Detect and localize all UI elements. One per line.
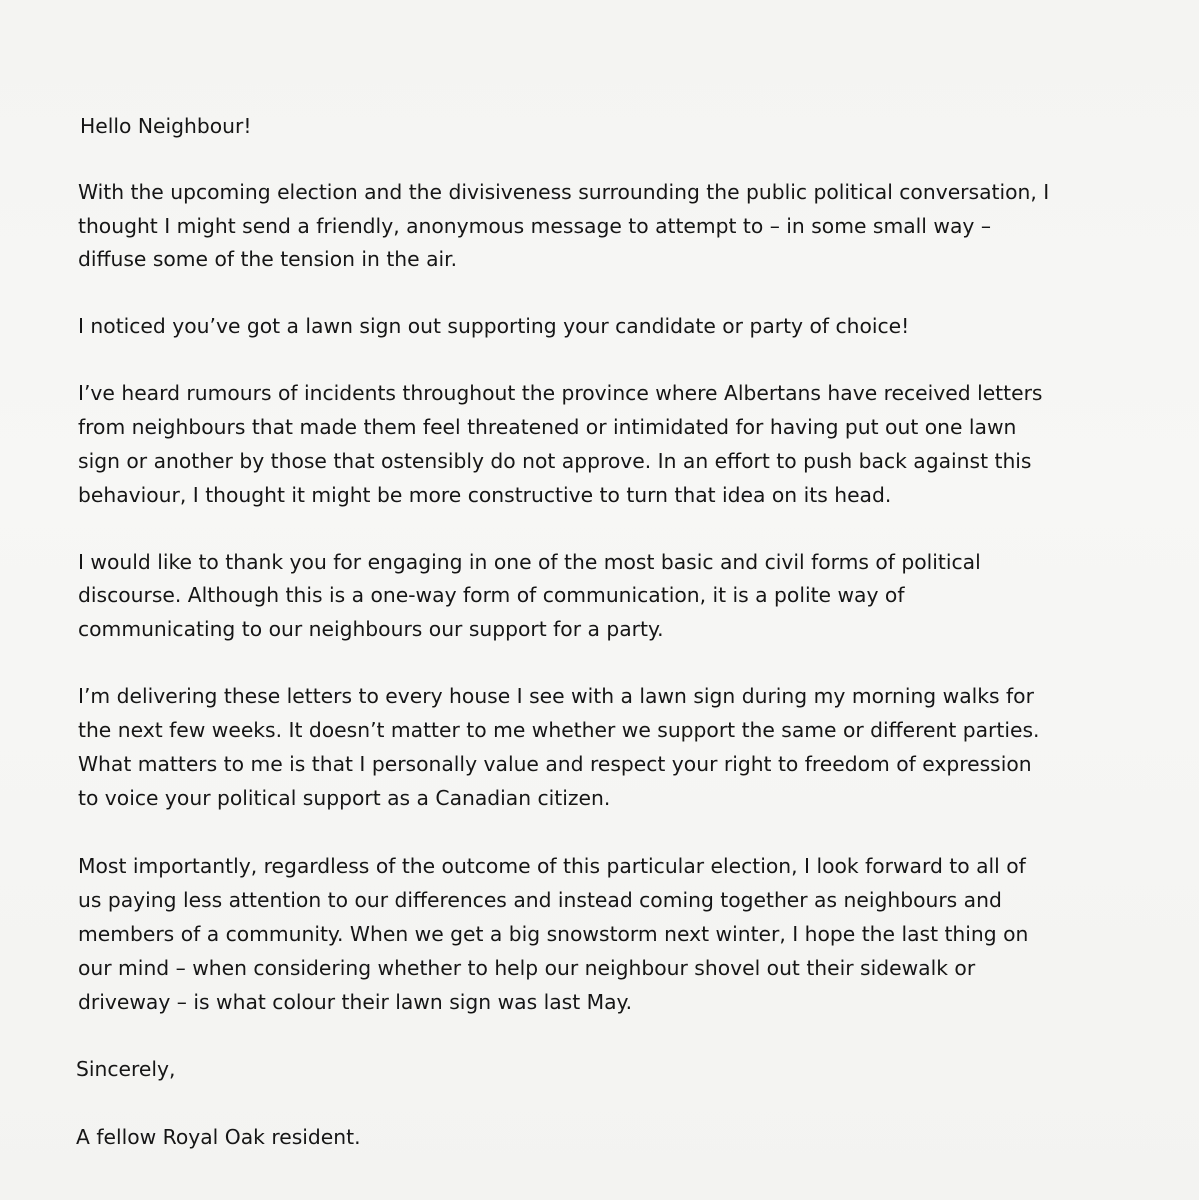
paragraph-5-line-4: to voice your political support as a Canadian citizen. — [78, 786, 611, 810]
paragraph-6-line-4: our mind – when considering whether to help our neighbour shovel out their sidewalk or — [78, 956, 976, 980]
paragraph-4-line-1: I would like to thank you for engaging in one of the most basic and civil forms of political — [78, 550, 981, 574]
closing: Sincerely, — [76, 1057, 176, 1081]
signature: A fellow Royal Oak resident. — [76, 1125, 361, 1149]
paragraph-3-line-4: behaviour, I thought it might be more constructive to turn that idea on its head. — [78, 483, 892, 507]
paragraph-3-line-3: sign or another by those that ostensibly do not approve. In an effort to push back against this — [78, 449, 1032, 473]
paragraph-3-line-2: from neighbours that made them feel threatened or intimidated for having put out one lawn — [78, 415, 1017, 439]
paragraph-4-line-2: discourse. Although this is a one-way form of communication, it is a polite way of — [78, 583, 905, 607]
paragraph-6-line-3: members of a community. When we get a big snowstorm next winter, I hope the last thing on — [78, 922, 1029, 946]
paragraph-5-line-3: What matters to me is that I personally value and respect your right to freedom of expression — [78, 752, 1032, 776]
greeting: Hello Neighbour! — [80, 114, 252, 138]
paragraph-5-line-1: I’m delivering these letters to every house I see with a lawn sign during my morning walks for — [78, 684, 1034, 708]
paragraph-6-line-1: Most importantly, regardless of the outcome of this particular election, I look forward to all of — [78, 854, 1026, 878]
paragraph-6-line-5: driveway – is what colour their lawn sign was last May. — [78, 990, 633, 1014]
paragraph-1-line-2: thought I might send a friendly, anonymous message to attempt to – in some small way – — [78, 214, 991, 238]
paragraph-3-line-1: I’ve heard rumours of incidents throughout the province where Albertans have received letters — [78, 381, 1043, 405]
paragraph-4-line-3: communicating to our neighbours our support for a party. — [78, 617, 664, 641]
paragraph-2-line-1: I noticed you’ve got a lawn sign out supporting your candidate or party of choice! — [78, 314, 910, 338]
paragraph-6-line-2: us paying less attention to our differences and instead coming together as neighbours and — [78, 888, 1002, 912]
paragraph-5-line-2: the next few weeks. It doesn’t matter to me whether we support the same or different parties. — [78, 718, 1040, 742]
paragraph-1-line-3: diffuse some of the tension in the air. — [78, 247, 458, 271]
paragraph-1-line-1: With the upcoming election and the divisiveness surrounding the public political conversation, I — [78, 180, 1050, 204]
